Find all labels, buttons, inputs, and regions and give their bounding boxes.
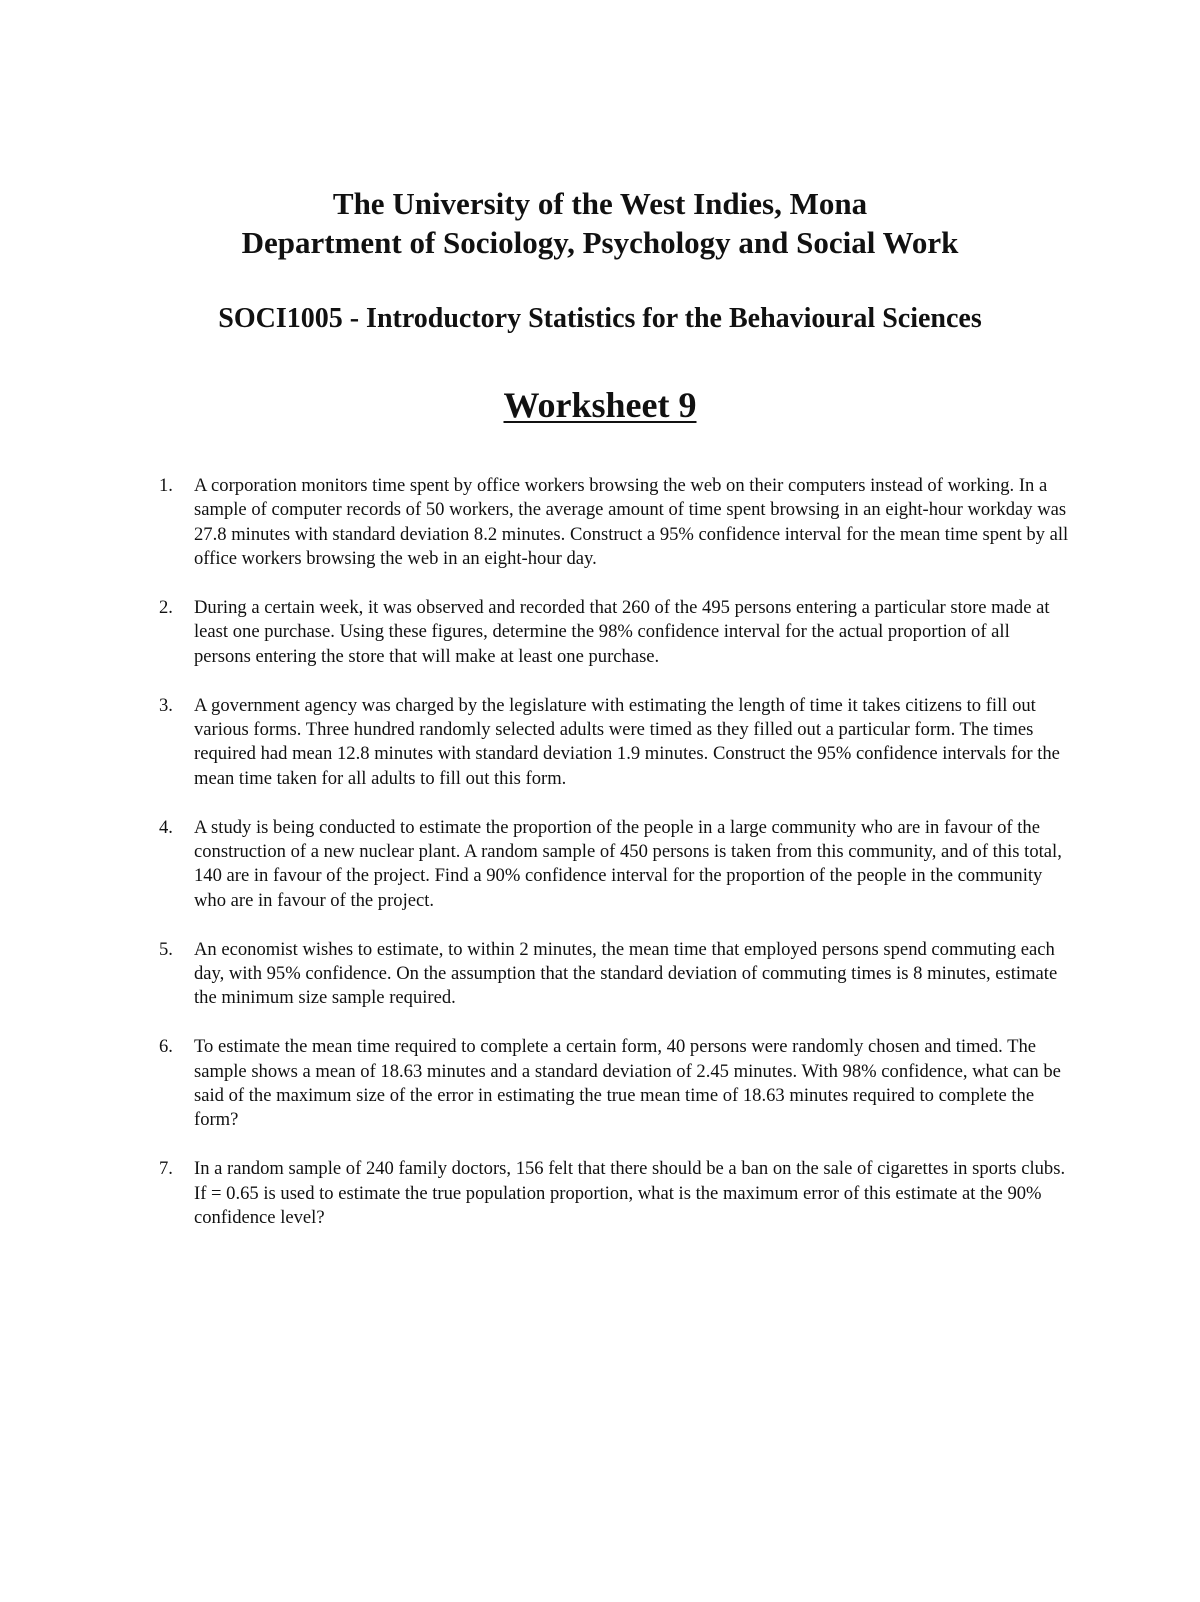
question-text: During a certain week, it was observed and recorded that 260 of the 495 persons entering a particular store made at least one purchase. Using these figures, determine the 98% confidence interval for the actual proportion of all persons entering the store that will make at least one purchase. bbox=[194, 597, 1050, 667]
question-text: A corporation monitors time spent by office workers browsing the web on their computers instead of working. In a sample of computer records of 50 workers, the average amount of time spent browsing in an eight-hour workday was 27.8 minutes with standard deviation 8.2 minutes. Construct a 95% confidence interval for the mean time spent by all office workers browsing the web in an eight-hour day. bbox=[194, 475, 1069, 570]
question-text: To estimate the mean time required to complete a certain form, 40 persons were randomly chosen and timed. The sample shows a mean of 18.63 minutes and a standard deviation of 2.45 minutes. With 98% confidence, what can be said of the maximum size of the error in estimating the true mean time of 18.63 minutes required to complete the form? bbox=[194, 1036, 1061, 1131]
question-item bbox=[159, 1035, 1069, 1133]
course-title: SOCI1005 - Introductory Statistics for the Behavioural Sciences bbox=[218, 303, 982, 334]
department-title: Department of Sociology, Psychology and Social Work bbox=[241, 225, 959, 260]
question-item bbox=[159, 1157, 1069, 1230]
question-number: 2. bbox=[159, 597, 173, 619]
question-text: An economist wishes to estimate, to within 2 minutes, the mean time that employed persons spend commuting each day, with 95% confidence. On the assumption that the standard deviation of commuting times is 8 minutes, estimate the minimum size sample required. bbox=[194, 938, 1058, 1009]
worksheet-title: Worksheet 9 bbox=[503, 385, 697, 425]
question-number: 6. bbox=[159, 1036, 173, 1058]
question-item bbox=[159, 694, 1069, 792]
question-number: 5. bbox=[159, 938, 173, 960]
question-text: In a random sample of 240 family doctors, 156 felt that there should be a ban on the sale of cigarettes in sports clubs. If = 0.65 is used to estimate the true population proportion, what is the maximum error of this estimate at the 90% confidence level? bbox=[194, 1158, 1066, 1229]
question-list bbox=[159, 474, 1069, 1255]
question-text: A government agency was charged by the legislature with estimating the length of time it takes citizens to fill out various forms. Three hundred randomly selected adults were timed as they filled out a particular form. The times required had mean 12.8 minutes with standard deviation 1.9 minutes. Construct the 95% confidence intervals for the mean time taken for all adults to fill out this form. bbox=[194, 694, 1060, 789]
question-text: A study is being conducted to estimate the proportion of the people in a large community who are in favour of the construction of a new nuclear plant. A random sample of 450 persons is taken from this community, and of this total, 140 are in favour of the project. Find a 90% confidence interval for the proportion of the people in the community who are in favour of the project. bbox=[194, 816, 1062, 911]
question-item bbox=[159, 596, 1069, 669]
question-number: 1. bbox=[159, 475, 173, 496]
university-title: The University of the West Indies, Mona bbox=[332, 186, 868, 221]
question-item bbox=[159, 816, 1069, 914]
worksheet-heading bbox=[0, 382, 1200, 428]
question-number: 3. bbox=[159, 694, 173, 716]
question-number: 7. bbox=[159, 1158, 173, 1180]
question-item bbox=[159, 474, 1069, 572]
question-item bbox=[159, 938, 1069, 1011]
question-number: 4. bbox=[159, 816, 173, 838]
